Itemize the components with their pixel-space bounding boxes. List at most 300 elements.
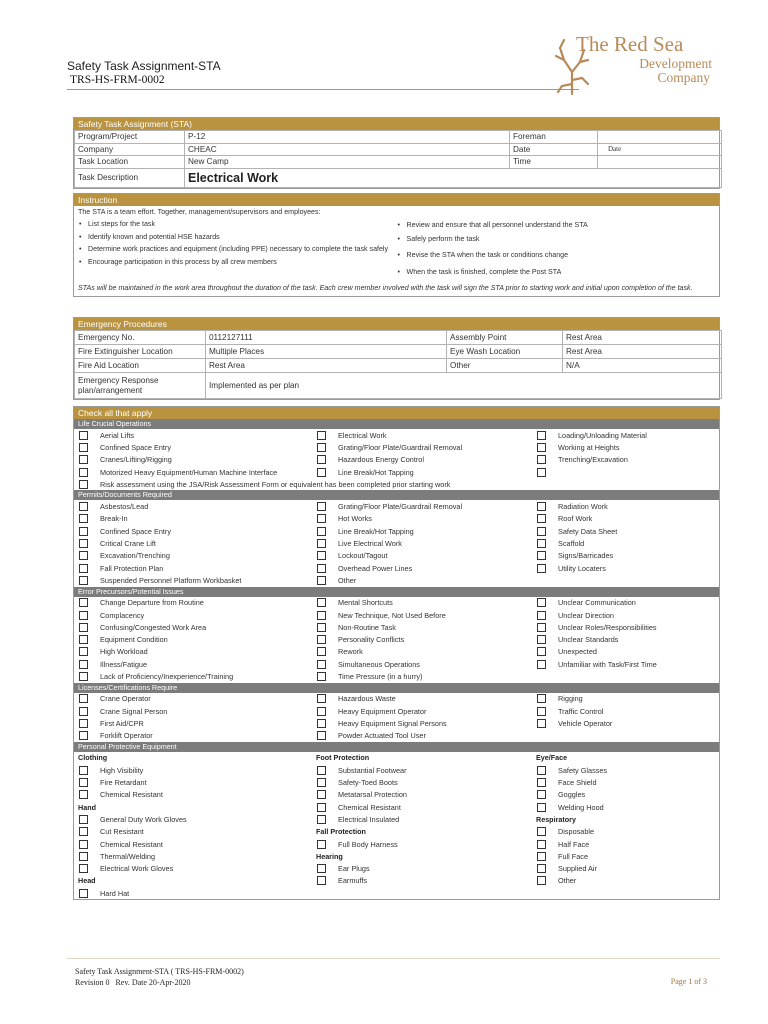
checkbox[interactable] (79, 502, 88, 511)
checkbox-label: Non-Routine Task (338, 622, 396, 632)
checkbox-item[interactable] (74, 840, 312, 849)
program-project-field[interactable]: P-12 (185, 131, 510, 144)
checkbox-item[interactable] (312, 443, 532, 452)
ppe-category-label: Eye/Face (536, 753, 568, 763)
checkbox[interactable] (317, 803, 326, 812)
checkbox-item[interactable] (74, 480, 714, 489)
instruction-section (73, 193, 720, 297)
checkbox-item[interactable] (74, 431, 312, 440)
ppe-category-label: Respiratory (536, 814, 576, 824)
group-life-crucial (74, 429, 719, 478)
field-label: Assembly Point (447, 331, 563, 345)
checkbox[interactable] (79, 889, 88, 898)
checkbox-item[interactable] (74, 852, 312, 861)
checkbox[interactable] (79, 731, 88, 740)
checkbox[interactable] (79, 864, 88, 873)
checkbox[interactable] (317, 635, 326, 644)
emergency-section (73, 317, 720, 400)
checkbox-item-empty[interactable] (532, 468, 719, 477)
checkbox-label: Confusing/Congested Work Area (100, 622, 207, 632)
checkbox-item[interactable] (532, 876, 719, 885)
checkbox-item[interactable] (312, 647, 532, 656)
checkbox-label: Line Break/Hot Tapping (338, 526, 414, 536)
checkbox[interactable] (317, 623, 326, 632)
checkbox-label: Change Departure from Routine (100, 598, 204, 608)
checkbox[interactable] (537, 876, 546, 885)
checkbox-label: Crane Operator (100, 694, 151, 704)
checkbox[interactable] (79, 778, 88, 787)
checkbox-item[interactable] (312, 694, 532, 703)
foreman-field[interactable] (598, 131, 722, 144)
checkbox-label: Radiation Work (558, 502, 608, 512)
checkbox-item[interactable] (74, 827, 312, 836)
sta-row (75, 156, 722, 169)
checkbox-item[interactable] (532, 719, 719, 728)
checkbox[interactable] (79, 707, 88, 716)
checkbox-item[interactable] (532, 623, 719, 632)
checkbox-item[interactable] (532, 707, 719, 716)
sta-section (73, 117, 720, 189)
emergency-number-field[interactable]: 0112127111 (206, 331, 447, 345)
checkbox-label: Suspended Personnel Platform Workbasket (100, 575, 242, 585)
checkbox-item[interactable] (74, 623, 312, 632)
checkbox[interactable] (79, 443, 88, 452)
checkbox-item[interactable] (532, 790, 719, 799)
checkbox-item[interactable] (74, 672, 312, 681)
field-label: Program/Project (75, 131, 185, 144)
checkbox-item[interactable] (532, 611, 719, 620)
checkbox-item[interactable] (74, 719, 312, 728)
checkbox-item[interactable] (312, 611, 532, 620)
checkbox[interactable] (317, 660, 326, 669)
checkbox[interactable] (79, 598, 88, 607)
checkbox[interactable] (317, 672, 326, 681)
checkbox-item[interactable] (74, 815, 312, 824)
checkbox[interactable] (537, 827, 546, 836)
checkbox[interactable] (537, 527, 546, 536)
checkbox[interactable] (317, 766, 326, 775)
checkbox[interactable] (537, 660, 546, 669)
checkbox-label: Unclear Roles/Responsibilities (558, 622, 657, 632)
checkbox[interactable] (317, 551, 326, 560)
checkbox[interactable] (79, 694, 88, 703)
checklist-row (74, 609, 719, 621)
checkbox-item[interactable] (74, 502, 312, 511)
date-field[interactable]: Date (598, 143, 722, 156)
checkbox[interactable] (537, 443, 546, 452)
checkbox-label: Crane Signal Person (100, 706, 168, 716)
checkbox[interactable] (317, 431, 326, 440)
checklist-row (74, 887, 719, 899)
checkbox[interactable] (537, 502, 546, 511)
checkbox-label: Confined Space Entry (100, 526, 171, 536)
checkbox[interactable] (317, 611, 326, 620)
checkbox-label: Heavy Equipment Signal Persons (338, 718, 447, 728)
checkbox[interactable] (537, 840, 546, 849)
ppe-category-label: Head (78, 876, 96, 886)
checkbox-label: Grating/Floor Plate/Guardrail Removal (338, 502, 463, 512)
checkbox-label: Grating/Floor Plate/Guardrail Removal (338, 442, 463, 452)
checkbox[interactable] (79, 815, 88, 824)
checkbox[interactable] (317, 514, 326, 523)
checkbox[interactable] (537, 611, 546, 620)
checkbox[interactable] (79, 660, 88, 669)
checkbox-item[interactable] (312, 766, 532, 775)
checkbox[interactable] (79, 840, 88, 849)
checkbox-item[interactable] (74, 539, 312, 548)
checkbox-label: Aerial Lifts (100, 430, 135, 440)
checkbox-label: Half Face (558, 839, 590, 849)
checkbox[interactable] (317, 502, 326, 511)
checklist-row (74, 776, 719, 788)
checkbox-item[interactable] (312, 707, 532, 716)
checkbox-item[interactable] (74, 564, 312, 573)
instruction-item: • Identify known and potential HSE hazards (78, 233, 397, 242)
ppe-category-label: Hearing (316, 851, 343, 861)
instruction-intro: The STA is a team effort. Together, management/supervisors and employees: (78, 208, 321, 216)
company-field[interactable]: CHEAC (185, 143, 510, 156)
checkbox-item[interactable] (312, 455, 532, 464)
checkbox-item[interactable] (74, 864, 312, 873)
checkbox[interactable] (537, 539, 546, 548)
checkbox-item[interactable] (74, 731, 312, 740)
checkbox-item[interactable] (532, 660, 719, 669)
instruction-heading: Instruction (74, 194, 719, 206)
checkbox[interactable] (317, 564, 326, 573)
checkbox-item[interactable] (312, 527, 532, 536)
checkbox-item[interactable] (532, 564, 719, 573)
checkbox-item[interactable] (312, 790, 532, 799)
checkbox-label: Working at Heights (558, 442, 620, 452)
checkbox-item[interactable] (312, 431, 532, 440)
response-label-line: plan/arrangement (78, 385, 143, 395)
checkbox-item[interactable] (532, 852, 719, 861)
checkbox[interactable] (317, 455, 326, 464)
assembly-point-field[interactable]: Rest Area (563, 331, 722, 345)
checkbox[interactable] (79, 564, 88, 573)
field-label: Time (510, 156, 598, 169)
checkbox-item[interactable] (532, 694, 719, 703)
checkbox[interactable] (537, 455, 546, 464)
checkbox-label: Vehicle Operator (558, 718, 613, 728)
checklist-row (74, 466, 719, 478)
instruction-item: • Safely perform the task (397, 235, 716, 244)
checkbox-item[interactable] (74, 527, 312, 536)
checkbox-item[interactable] (74, 766, 312, 775)
checklist-row (74, 513, 719, 525)
checkbox[interactable] (537, 551, 546, 560)
checklist-row (74, 537, 719, 549)
checkbox-label: First Aid/CPR (100, 718, 144, 728)
checklist-row (74, 562, 719, 574)
checkbox[interactable] (317, 707, 326, 716)
checkbox-item[interactable] (74, 660, 312, 669)
checkbox-item[interactable] (312, 778, 532, 787)
checklist-row (74, 429, 719, 441)
checkbox[interactable] (537, 778, 546, 787)
checkbox-item[interactable] (312, 468, 532, 477)
checkbox[interactable] (79, 719, 88, 728)
checkbox-label: Full Body Harness (338, 839, 398, 849)
checkbox-item[interactable] (312, 840, 532, 849)
task-description-field[interactable]: Electrical Work (185, 168, 722, 187)
checkbox-item[interactable] (74, 647, 312, 656)
checklist-row (74, 730, 719, 742)
checklist-row (74, 813, 719, 825)
checkbox-label: Full Face (558, 851, 589, 861)
checkbox-item[interactable] (312, 514, 532, 523)
checkbox-item[interactable] (532, 551, 719, 560)
other-field[interactable]: N/A (563, 359, 722, 373)
checkbox[interactable] (79, 611, 88, 620)
checkbox-item[interactable] (532, 803, 719, 812)
checklist-row (74, 789, 719, 801)
instruction-item: • Determine work practices and equipment (including PPE) necessary to complete the task safely (78, 245, 397, 254)
checkbox-item[interactable] (312, 539, 532, 548)
checkbox[interactable] (317, 790, 326, 799)
checkbox-label: Illness/Fatigue (100, 659, 148, 669)
checkbox[interactable] (79, 539, 88, 548)
checkbox-item[interactable] (532, 502, 719, 511)
checkbox-item[interactable] (312, 598, 532, 607)
checkbox-item[interactable] (74, 455, 312, 464)
fire-aid-field[interactable]: Rest Area (206, 359, 447, 373)
checkbox-item[interactable] (312, 672, 532, 681)
checklist-row (74, 500, 719, 512)
checkbox[interactable] (79, 766, 88, 775)
checkbox-item[interactable] (74, 598, 312, 607)
checkbox-label: High Workload (100, 647, 148, 657)
emergency-row (75, 331, 722, 345)
checkbox[interactable] (317, 815, 326, 824)
checkbox-label: Scaffold (558, 539, 585, 549)
checkbox-item[interactable] (74, 576, 312, 585)
checkbox[interactable] (79, 551, 88, 560)
checkbox-item[interactable] (312, 564, 532, 573)
checkbox-item[interactable] (532, 766, 719, 775)
checkbox[interactable] (317, 840, 326, 849)
checkbox-label: Motorized Heavy Equipment/Human Machine Interface (100, 467, 278, 477)
checkbox-label: Traffic Control (558, 706, 604, 716)
checklist-row (74, 633, 719, 645)
field-label (75, 373, 206, 399)
sta-row (75, 131, 722, 144)
checkbox-label: Roof Work (558, 514, 593, 524)
checklist-row (74, 646, 719, 658)
checkbox-label: Equipment Condition (100, 635, 168, 645)
field-label: Date (510, 143, 598, 156)
checkbox-label: Ear Plugs (338, 864, 370, 874)
checkbox-item[interactable] (312, 623, 532, 632)
checkbox[interactable] (79, 468, 88, 477)
checkbox[interactable] (317, 576, 326, 585)
checkbox-item[interactable] (532, 827, 719, 836)
checkbox[interactable] (537, 790, 546, 799)
checkbox[interactable] (79, 514, 88, 523)
checkbox-item[interactable] (532, 598, 719, 607)
checkbox-label: Disposable (558, 827, 595, 837)
checkbox-item[interactable] (532, 443, 719, 452)
checkbox-item[interactable] (312, 876, 532, 885)
checkbox-item[interactable] (532, 778, 719, 787)
checkbox[interactable] (317, 598, 326, 607)
checkbox-item[interactable] (312, 502, 532, 511)
footer-divider (67, 958, 720, 959)
checkbox-item[interactable] (74, 611, 312, 620)
checkbox-label: Trenching/Excavation (558, 455, 628, 465)
checkbox[interactable] (79, 431, 88, 440)
checkbox-item[interactable] (74, 694, 312, 703)
checkbox-item[interactable] (312, 815, 532, 824)
checkbox-label: Thermal/Welding (100, 851, 156, 861)
checkbox-label: Fire Retardant (100, 778, 147, 788)
checkbox-item[interactable] (74, 778, 312, 787)
eye-wash-field[interactable]: Rest Area (563, 345, 722, 359)
checkbox[interactable] (537, 623, 546, 632)
time-field[interactable] (598, 156, 722, 169)
checklist-row (74, 693, 719, 705)
checkbox-item[interactable] (532, 647, 719, 656)
checkbox-item[interactable] (312, 551, 532, 560)
checkbox[interactable] (79, 672, 88, 681)
checkbox[interactable] (79, 623, 88, 632)
checkbox[interactable] (537, 719, 546, 728)
checkbox-label: Lack of Proficiency/Inexperience/Training (100, 671, 234, 681)
checkbox-label: Hot Works (338, 514, 372, 524)
checkbox-item[interactable] (532, 527, 719, 536)
checkbox-item[interactable] (74, 514, 312, 523)
checkbox-label: Hazardous Energy Control (338, 455, 424, 465)
checkbox-item[interactable] (532, 514, 719, 523)
checkbox[interactable] (537, 564, 546, 573)
checkbox-label: Goggles (558, 790, 586, 800)
checkbox-item[interactable] (312, 731, 532, 740)
checkbox-label: Signs/Barricades (558, 551, 614, 561)
instruction-item: • Revise the STA when the task or conditions change (397, 251, 716, 260)
checkbox[interactable] (79, 827, 88, 836)
checkbox-item[interactable] (532, 635, 719, 644)
checkbox-label: Unclear Communication (558, 598, 636, 608)
checkbox[interactable] (79, 790, 88, 799)
field-label: Other (447, 359, 563, 373)
instruction-item: • Encourage participation in this process by all crew members (78, 258, 397, 267)
checkbox[interactable] (317, 731, 326, 740)
ppe-category-label: Hand (78, 802, 96, 812)
checkbox[interactable] (317, 778, 326, 787)
checkbox-item[interactable] (74, 443, 312, 452)
checkbox[interactable] (317, 694, 326, 703)
checklist-row (74, 574, 719, 586)
checkbox[interactable] (537, 864, 546, 873)
checkbox[interactable] (317, 539, 326, 548)
checkbox-label: Electrical Work (338, 430, 387, 440)
logo-line-1: The Red Sea (576, 32, 684, 56)
checkbox[interactable] (317, 719, 326, 728)
checkbox[interactable] (537, 431, 546, 440)
response-plan-field[interactable]: Implemented as per plan (206, 373, 722, 399)
checkbox-label: Other (558, 876, 577, 886)
checkbox-item[interactable] (532, 455, 719, 464)
checkbox[interactable] (317, 647, 326, 656)
checkbox[interactable] (537, 803, 546, 812)
emergency-row (75, 373, 722, 399)
checkbox-item[interactable] (532, 840, 719, 849)
checkbox-label: Heavy Equipment Operator (338, 706, 427, 716)
checkbox[interactable] (317, 876, 326, 885)
checkbox-label: Welding Hood (558, 802, 604, 812)
checkbox[interactable] (317, 468, 326, 477)
checkbox[interactable] (537, 707, 546, 716)
group-licenses (74, 693, 719, 742)
checkbox[interactable] (79, 455, 88, 464)
checkbox-label: Electrical Insulated (338, 814, 400, 824)
checkbox-label: Unexpected (558, 647, 597, 657)
ppe-category-label: Clothing (78, 753, 108, 763)
checkbox[interactable] (537, 514, 546, 523)
checklist-row (74, 850, 719, 862)
checkbox[interactable] (317, 527, 326, 536)
checkbox-item[interactable] (74, 889, 312, 898)
checkbox[interactable] (317, 443, 326, 452)
checkbox-item[interactable] (312, 719, 532, 728)
subheading-ppe: Personal Protective Equipment (74, 742, 719, 752)
checkbox[interactable] (537, 635, 546, 644)
ppe-category-heading (74, 753, 312, 762)
checkbox-label: New Technique, Not Used Before (338, 610, 446, 620)
checkbox-item[interactable] (312, 803, 532, 812)
checkbox-item[interactable] (312, 864, 532, 873)
instruction-note: STAs will be maintained in the work area throughout the duration of the task. Each crew member involved with the task will sign the STA prior to starting work and initial upon completion of the task. (78, 284, 693, 292)
checkbox[interactable] (537, 694, 546, 703)
checkbox[interactable] (79, 480, 88, 489)
checkbox[interactable] (317, 864, 326, 873)
checkbox[interactable] (79, 647, 88, 656)
checkbox-item[interactable] (312, 576, 532, 585)
checkbox-item[interactable] (532, 431, 719, 440)
task-location-field[interactable]: New Camp (185, 156, 510, 169)
checkbox[interactable] (79, 576, 88, 585)
checkbox-item[interactable] (74, 635, 312, 644)
checkbox[interactable] (79, 635, 88, 644)
checkbox[interactable] (537, 598, 546, 607)
checkbox[interactable] (537, 468, 546, 477)
field-label: Task Location (75, 156, 185, 169)
checkbox[interactable] (79, 527, 88, 536)
checkbox-item[interactable] (74, 551, 312, 560)
checkbox-item[interactable] (74, 468, 312, 477)
checkbox[interactable] (79, 852, 88, 861)
ppe-category-heading (532, 815, 719, 824)
checkbox-item[interactable] (74, 707, 312, 716)
checkbox-label: Substantial Footwear (338, 765, 407, 775)
checkbox-item[interactable] (532, 864, 719, 873)
checklist-row (74, 705, 719, 717)
checkbox-label: Safety Data Sheet (558, 526, 618, 536)
checkbox-item[interactable] (312, 635, 532, 644)
checkbox[interactable] (537, 852, 546, 861)
footer-revision: Revision 0 Rev. Date 20-Apr-2020 (75, 978, 191, 987)
checkbox-item[interactable] (532, 539, 719, 548)
checkbox-item[interactable] (74, 790, 312, 799)
fire-extinguisher-field[interactable]: Multiple Places (206, 345, 447, 359)
checklist-row (74, 670, 719, 682)
checkbox-label: Hazardous Waste (338, 694, 396, 704)
checkbox-item[interactable] (312, 660, 532, 669)
checkbox-label: Safety Glasses (558, 765, 608, 775)
footer-document-title: Safety Task Assignment-STA ( TRS-HS-FRM-0002) (75, 967, 244, 976)
checkbox[interactable] (537, 766, 546, 775)
checkbox[interactable] (537, 647, 546, 656)
